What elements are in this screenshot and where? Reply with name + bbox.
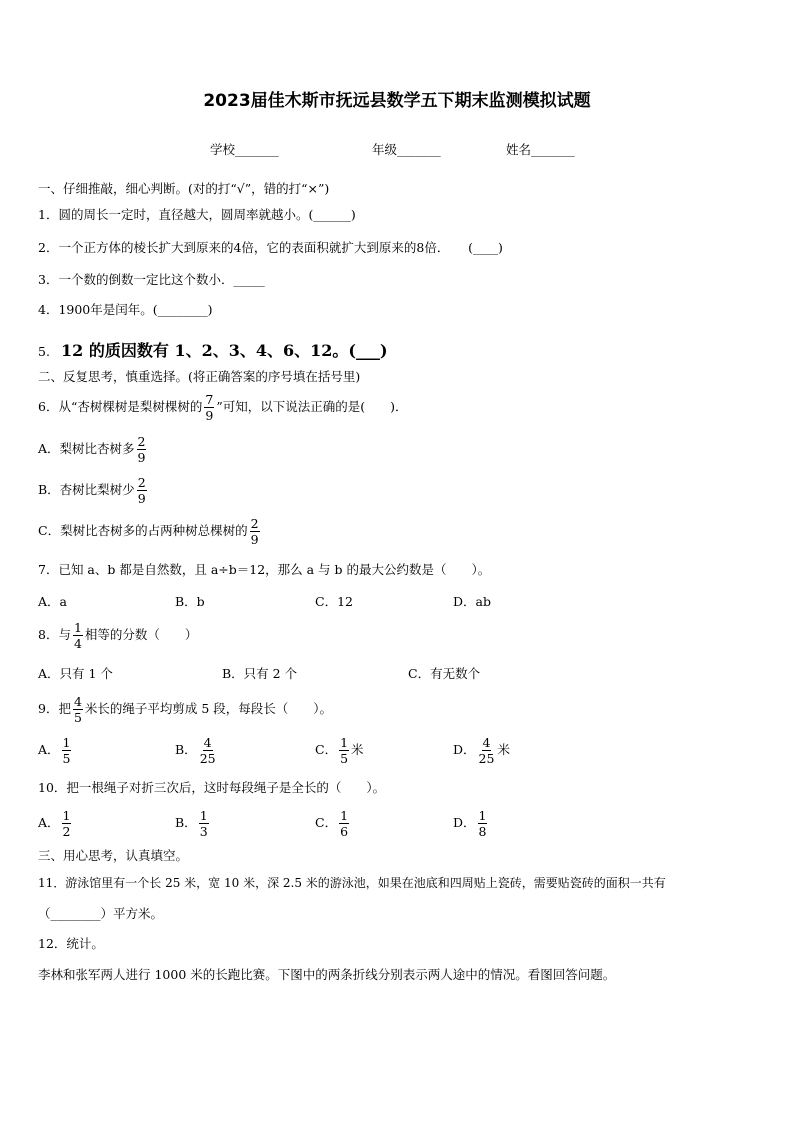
question-1: 1．圆的周长一定时，直径越大，圆周率就越小。(______) — [38, 207, 356, 222]
page-title: 2023届佳木斯市抚远县数学五下期末监测模拟试题 — [203, 91, 591, 111]
q9-option-d — [453, 735, 510, 766]
q6-pre: 6．从“杏树棵树是梨树棵树的 — [38, 399, 203, 414]
question-11-line2: （________）平方米。 — [38, 906, 164, 921]
q10-option-c — [315, 808, 351, 839]
q9-a-fraction — [62, 735, 72, 766]
q9-fraction — [73, 694, 83, 725]
q9-c-fraction — [339, 735, 349, 766]
q10-c-fraction — [339, 808, 349, 839]
q6-a-num: 2 — [137, 434, 146, 449]
q7-option-a: A．a — [38, 594, 67, 609]
section2-header: 二、反复思考，慎重选择。(将正确答案的序号填在括号里) — [38, 369, 361, 384]
q10-c-num: 1 — [340, 808, 349, 823]
q9-option-b — [175, 735, 219, 766]
question-5 — [38, 338, 388, 361]
q6-option-c — [38, 516, 262, 547]
q9-d-label: D． — [453, 742, 476, 757]
q10-c-den: 6 — [340, 824, 349, 839]
q9-b-fraction — [199, 735, 217, 766]
question-5-number: 5. — [38, 344, 50, 359]
q9-pre: 9．把 — [38, 701, 71, 716]
q10-b-den: 3 — [199, 824, 208, 839]
q10-d-num: 1 — [478, 808, 487, 823]
q6-fraction — [204, 392, 214, 423]
q10-b-num: 1 — [199, 808, 208, 823]
q6-c-num: 2 — [250, 516, 259, 531]
q9-option-c — [315, 735, 364, 766]
q6-c-den: 9 — [250, 532, 259, 547]
q6-c-text: C．梨树比杏树多的占两种树总棵树的 — [38, 523, 248, 538]
q10-a-den: 2 — [62, 824, 71, 839]
q9-num: 4 — [73, 694, 82, 709]
q10-a-label: A． — [38, 815, 60, 830]
q10-option-b — [175, 808, 211, 839]
q9-b-label: B． — [175, 742, 197, 757]
q8-option-a: A．只有 1 个 — [38, 666, 113, 681]
section3-header: 三、用心思考，认真填空。 — [38, 848, 189, 863]
school-field: 学校_______ — [210, 142, 279, 157]
q9-b-num: 4 — [203, 735, 212, 750]
q9-d-den: 25 — [478, 751, 495, 766]
q9-a-den: 5 — [62, 751, 71, 766]
q6-a-text: A．梨树比杏树多 — [38, 441, 135, 456]
q6-option-b — [38, 475, 149, 506]
question-6 — [38, 392, 407, 423]
q9-d-unit: 米 — [497, 742, 510, 757]
q9-b-den: 25 — [199, 751, 216, 766]
question-4: 4．1900年是闰年。(________) — [38, 302, 213, 317]
q6-option-a — [38, 434, 148, 465]
q9-d-num: 4 — [482, 735, 491, 750]
q9-c-den: 5 — [340, 751, 349, 766]
q8-pre: 8．与 — [38, 627, 71, 642]
q6-num: 7 — [205, 392, 214, 407]
question-12-description: 李林和张军两人进行 1000 米的长跑比赛。下图中的两条折线分别表示两人途中的情况。看图回答问题。 — [38, 967, 616, 982]
section1-header: 一、仔细推敲，细心判断。(对的打“√”，错的打“×”) — [38, 181, 330, 196]
q6-den: 9 — [205, 408, 214, 423]
q10-b-label: B． — [175, 815, 197, 830]
q10-option-d — [453, 808, 489, 839]
q8-option-b: B．只有 2 个 — [222, 666, 298, 681]
q6-post: ”可知，以下说法正确的是( )． — [216, 399, 408, 414]
q10-d-label: D． — [453, 815, 476, 830]
question-12: 12．统计。 — [38, 936, 104, 951]
q6-b-text: B．杏树比梨树少 — [38, 482, 135, 497]
q9-option-a — [38, 735, 73, 766]
q8-post: 相等的分数（ ） — [84, 627, 198, 642]
q9-c-num: 1 — [340, 735, 349, 750]
q9-a-num: 1 — [62, 735, 71, 750]
question-7: 7．已知 a、b 都是自然数，且 a÷b＝12，那么 a 与 b 的最大公约数是（ ）。 — [38, 562, 491, 577]
q6-b-den: 9 — [137, 491, 146, 506]
q10-option-a — [38, 808, 73, 839]
q8-fraction — [73, 620, 83, 651]
q6-b-fraction — [137, 475, 147, 506]
question-10: 10．把一根绳子对折三次后，这时每段绳子是全长的（ ）。 — [38, 780, 386, 795]
q8-num: 1 — [73, 620, 82, 635]
q9-post: 米长的绳子平均剪成 5 段，每段长（ ）。 — [84, 701, 333, 716]
q8-den: 4 — [73, 636, 82, 651]
q10-c-label: C． — [315, 815, 338, 830]
q9-c-unit: 米 — [351, 742, 364, 757]
q10-d-fraction — [478, 808, 488, 839]
q7-option-b: B．b — [175, 594, 205, 609]
question-2: 2．一个正方体的棱长扩大到原来的4倍，它的表面积就扩大到原来的8倍． (____) — [38, 240, 503, 255]
q6-b-num: 2 — [137, 475, 146, 490]
q10-d-den: 8 — [478, 824, 487, 839]
q9-a-label: A． — [38, 742, 60, 757]
q10-b-fraction — [199, 808, 209, 839]
q7-option-d: D．ab — [453, 594, 491, 609]
q6-a-fraction — [137, 434, 147, 465]
q10-a-num: 1 — [62, 808, 71, 823]
q9-c-label: C． — [315, 742, 338, 757]
question-5-text: 12 的质因数有 1、2、3、4、6、12。(___) — [61, 341, 388, 360]
name-field: 姓名_______ — [506, 142, 575, 157]
question-9 — [38, 694, 332, 725]
q6-a-den: 9 — [137, 450, 146, 465]
q7-option-c: C．12 — [315, 594, 353, 609]
q9-d-fraction — [478, 735, 496, 766]
q10-a-fraction — [62, 808, 72, 839]
question-8 — [38, 620, 197, 651]
q9-den: 5 — [73, 710, 82, 725]
q6-c-fraction — [250, 516, 260, 547]
question-11-line1: 11．游泳馆里有一个长 25 米，宽 10 米，深 2.5 米的游泳池，如果在池底和四周贴上瓷砖，需要贴瓷砖的面积一共有 — [38, 876, 666, 890]
q8-option-c: C．有无数个 — [408, 666, 481, 681]
grade-field: 年级_______ — [372, 142, 441, 157]
question-3: 3．一个数的倒数一定比这个数小．_____ — [38, 272, 265, 287]
